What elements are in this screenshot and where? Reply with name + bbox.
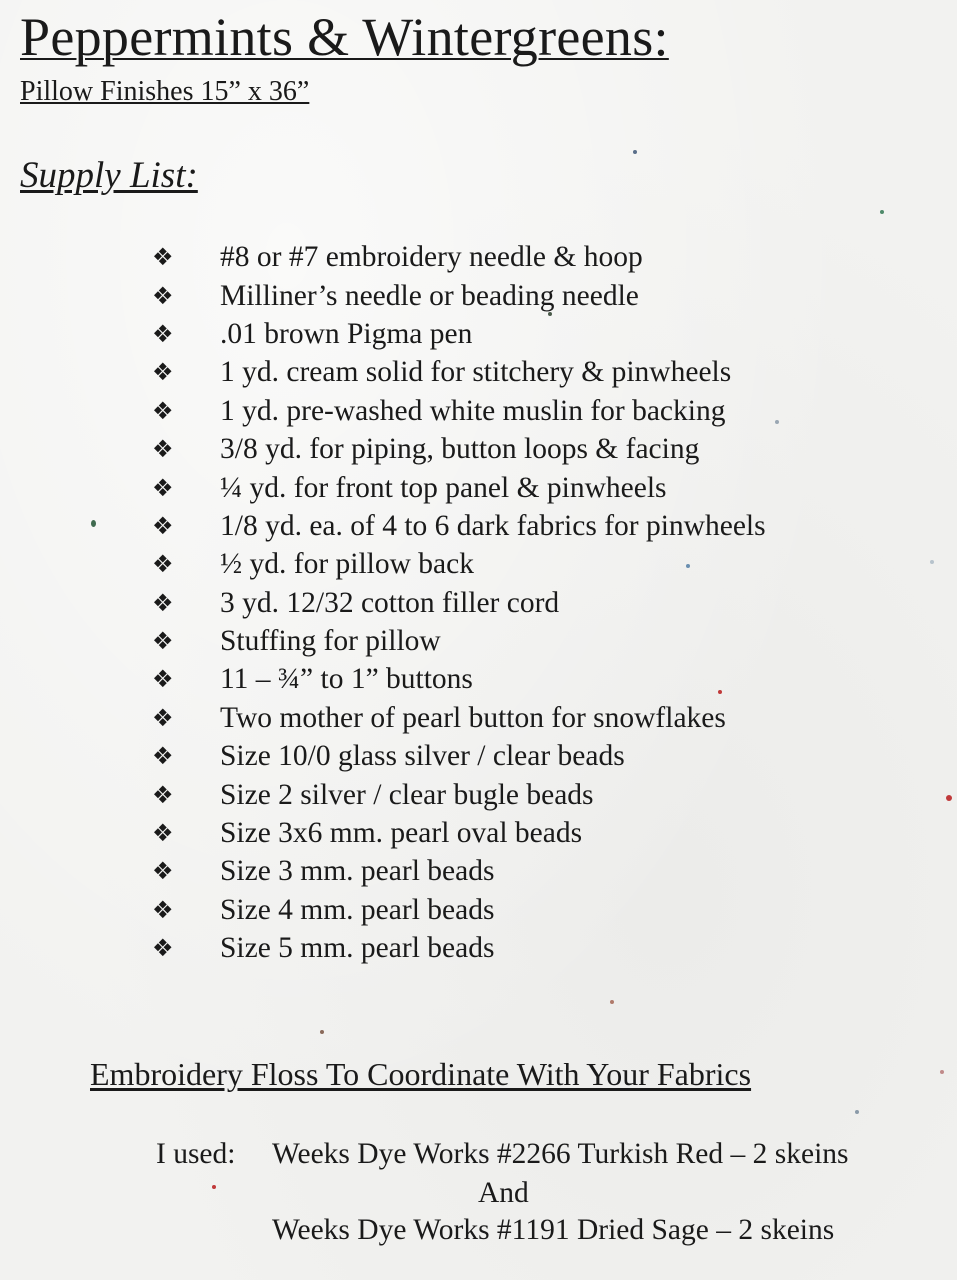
- supply-item-text: Stuffing for pillow: [220, 625, 441, 658]
- supply-list-item: [150, 814, 766, 852]
- used-label: I used:: [156, 1138, 236, 1170]
- diamond-bullet-icon: ❖: [152, 895, 174, 924]
- paper-fleck: [880, 210, 884, 214]
- supply-list-item: [150, 238, 766, 276]
- supply-item-text: 1 yd. pre-washed white muslin for backing: [220, 394, 726, 427]
- supply-item-text: ¼ yd. for front top panel & pinwheels: [220, 471, 667, 504]
- diamond-bullet-icon: ❖: [152, 627, 174, 656]
- supply-item-text: .01 brown Pigma pen: [220, 317, 473, 350]
- diamond-bullet-icon: ❖: [152, 665, 174, 694]
- supply-item-text: Size 2 silver / clear bugle beads: [220, 778, 594, 811]
- diamond-bullet-icon: ❖: [152, 358, 174, 387]
- diamond-bullet-icon: ❖: [152, 588, 174, 617]
- paper-fleck: [775, 420, 779, 424]
- diamond-bullet-icon: ❖: [152, 550, 174, 579]
- supply-item-text: 11 – ¾” to 1” buttons: [220, 663, 473, 696]
- diamond-bullet-icon: ❖: [152, 857, 174, 886]
- supply-list-item: [150, 660, 766, 698]
- floss-and: And: [478, 1177, 529, 1209]
- supply-list: [150, 238, 766, 967]
- supply-list-item: [150, 584, 766, 622]
- diamond-bullet-icon: ❖: [152, 742, 174, 771]
- supply-item-text: 3 yd. 12/32 cotton filler cord: [220, 586, 560, 619]
- supply-item-text: Milliner’s needle or beading needle: [220, 279, 639, 312]
- supply-list-item: [150, 315, 766, 353]
- supply-item-text: Size 3x6 mm. pearl oval beads: [220, 817, 583, 850]
- supply-item-text: 1/8 yd. ea. of 4 to 6 dark fabrics for pinwheels: [220, 509, 766, 542]
- diamond-bullet-icon: ❖: [152, 435, 174, 464]
- paper-fleck: [320, 1030, 324, 1034]
- diamond-bullet-icon: ❖: [152, 319, 174, 348]
- supply-item-text: Size 10/0 glass silver / clear beads: [220, 740, 625, 773]
- paper-fleck: [940, 1070, 944, 1074]
- supply-list-item: [150, 852, 766, 890]
- diamond-bullet-icon: ❖: [152, 396, 174, 425]
- paper-fleck: [610, 1000, 614, 1004]
- diamond-bullet-icon: ❖: [152, 780, 174, 809]
- diamond-bullet-icon: ❖: [152, 934, 174, 963]
- supply-list-heading: Supply List:: [20, 155, 198, 196]
- diamond-bullet-icon: ❖: [152, 703, 174, 732]
- supply-item-text: ½ yd. for pillow back: [220, 548, 474, 581]
- diamond-bullet-icon: ❖: [152, 511, 174, 540]
- diamond-bullet-icon: ❖: [152, 819, 174, 848]
- supply-list-item: [150, 392, 766, 430]
- document-subtitle: Pillow Finishes 15” x 36”: [20, 76, 310, 107]
- supply-list-item: [150, 775, 766, 813]
- supply-item-text: 3/8 yd. for piping, button loops & facing: [220, 433, 700, 466]
- floss-line-2: Weeks Dye Works #1191 Dried Sage – 2 skeins: [272, 1214, 835, 1246]
- floss-line-1: Weeks Dye Works #2266 Turkish Red – 2 skeins: [272, 1138, 849, 1170]
- supply-list-item: [150, 276, 766, 314]
- supply-list-item: [150, 929, 766, 967]
- paper-fleck: [946, 795, 952, 801]
- supply-list-item: [150, 430, 766, 468]
- paper-fleck: [91, 520, 96, 527]
- supply-item-text: Size 4 mm. pearl beads: [220, 893, 495, 926]
- supply-item-text: #8 or #7 embroidery needle & hoop: [220, 241, 643, 274]
- supply-list-item: [150, 622, 766, 660]
- supply-list-item: [150, 891, 766, 929]
- paper-fleck: [930, 560, 934, 564]
- supply-item-text: Two mother of pearl button for snowflakes: [220, 701, 726, 734]
- supply-list-item: [150, 545, 766, 583]
- supply-list-item: [150, 507, 766, 545]
- paper-fleck: [633, 150, 637, 154]
- paper-fleck: [212, 1185, 216, 1189]
- supply-list-item: [150, 737, 766, 775]
- supply-list-item: [150, 699, 766, 737]
- diamond-bullet-icon: ❖: [152, 243, 174, 272]
- supply-item-text: 1 yd. cream solid for stitchery & pinwheels: [220, 356, 732, 389]
- diamond-bullet-icon: ❖: [152, 281, 174, 310]
- supply-item-text: Size 5 mm. pearl beads: [220, 932, 495, 965]
- supply-item-text: Size 3 mm. pearl beads: [220, 855, 495, 888]
- document-title: Peppermints & Wintergreens:: [20, 7, 669, 67]
- supply-list-item: [150, 468, 766, 506]
- supply-list-item: [150, 353, 766, 391]
- paper-fleck: [855, 1110, 859, 1114]
- diamond-bullet-icon: ❖: [152, 473, 174, 502]
- floss-heading: Embroidery Floss To Coordinate With Your Fabrics: [90, 1056, 752, 1092]
